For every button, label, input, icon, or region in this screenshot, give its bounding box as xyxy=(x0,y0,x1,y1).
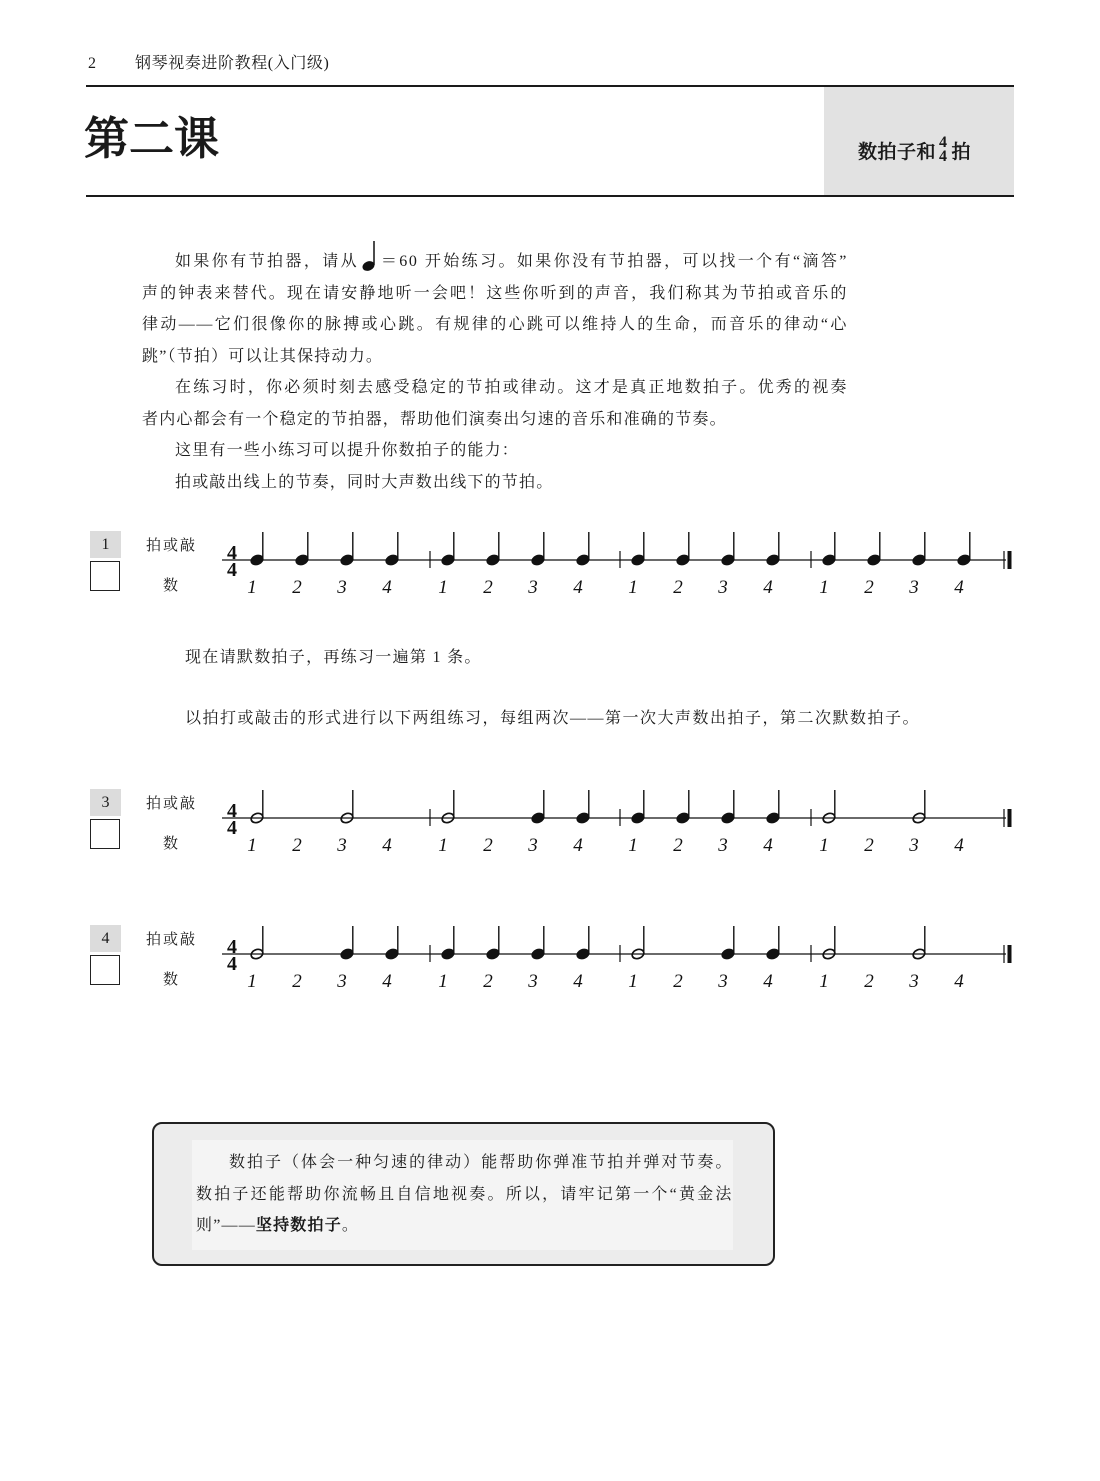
beat-count: 1 xyxy=(247,835,257,856)
quarter-note xyxy=(294,532,309,567)
time-signature-bottom: 4 xyxy=(227,559,237,581)
beat-count: 3 xyxy=(718,971,728,992)
beat-count: 4 xyxy=(954,577,964,598)
half-note xyxy=(441,790,455,824)
beat-count: 1 xyxy=(247,577,257,598)
beat-count: 1 xyxy=(628,577,638,598)
quarter-note xyxy=(339,532,354,567)
beat-count: 1 xyxy=(438,577,448,598)
beat-count: 2 xyxy=(864,577,874,598)
time-signature-bottom: 4 xyxy=(227,817,237,839)
beat-count: 1 xyxy=(438,971,448,992)
beat-count: 1 xyxy=(819,577,829,598)
half-note xyxy=(912,790,926,824)
quarter-note xyxy=(485,926,500,961)
intro-line: 律动——它们很像你的脉搏或心跳。有规律的心跳可以维持人的生命，而音乐的律动“心 xyxy=(142,316,848,333)
rhythm-staff xyxy=(0,778,1100,860)
intro-line: 拍或敲出线上的节奏，同时大声数出线下的节拍。 xyxy=(175,473,554,491)
beat-count: 3 xyxy=(337,971,347,992)
exercise-number: 1 xyxy=(90,531,121,558)
quarter-note xyxy=(630,532,645,567)
beat-count: 2 xyxy=(483,577,493,598)
beat-count: 4 xyxy=(382,971,392,992)
half-note xyxy=(822,926,836,960)
beat-count: 2 xyxy=(673,971,683,992)
callout-line: 数拍子（体会一种匀速的律动）能帮助你弹准节拍并弹对节奏。 xyxy=(229,1154,733,1171)
beat-count: 3 xyxy=(909,971,919,992)
time-signature-top: 4 xyxy=(227,800,237,822)
quarter-note xyxy=(866,532,881,567)
golden-rule-callout xyxy=(152,1122,775,1266)
beat-count: 4 xyxy=(573,577,583,598)
beat-count: 1 xyxy=(819,835,829,856)
topic-time-signature xyxy=(939,136,948,164)
time-signature-top: 4 xyxy=(227,936,237,958)
quarter-note xyxy=(575,790,590,825)
quarter-note xyxy=(720,532,735,567)
title-rule xyxy=(86,195,1014,197)
intro-text-block xyxy=(142,246,848,498)
intro-text: 如果你有节拍器，请从 xyxy=(175,253,360,270)
beat-count: 2 xyxy=(864,971,874,992)
half-note xyxy=(631,926,645,960)
lesson-title: 第二课 xyxy=(84,114,220,164)
intro-line: 跳”（节拍）可以让其保持动力。 xyxy=(142,347,384,365)
beat-count: 3 xyxy=(718,835,728,856)
beat-count: 1 xyxy=(438,835,448,856)
beat-count: 1 xyxy=(247,971,257,992)
half-note xyxy=(912,926,926,960)
half-note xyxy=(250,926,264,960)
beat-count: 3 xyxy=(909,577,919,598)
exercise-4 xyxy=(0,914,1100,996)
quarter-note-icon xyxy=(362,252,376,266)
beat-count: 2 xyxy=(673,577,683,598)
intro-line: 者内心都会有一个稳定的节拍器，帮助他们演奏出匀速的音乐和准确的节奏。 xyxy=(142,410,727,428)
intro-line: 声的钟表来替代。现在请安静地听一会吧！这些你听到的声音，我们称其为节拍或音乐的 xyxy=(142,284,848,302)
instruction-text: 以拍打或敲击的形式进行以下两组练习，每组两次——第一次大声数出拍子，第二次默数拍子。 xyxy=(185,710,921,727)
beat-count: 4 xyxy=(573,971,583,992)
quarter-note xyxy=(956,532,971,567)
quarter-note xyxy=(765,532,780,567)
callout-text-segment: 则”—— xyxy=(196,1217,256,1234)
rhythm-label: 拍或敲 xyxy=(146,538,198,554)
time-signature-bottom: 4 xyxy=(227,953,237,975)
final-barline-thick xyxy=(1008,809,1012,827)
intro-line xyxy=(175,246,848,278)
rhythm-staff xyxy=(0,914,1100,996)
beat-count: 3 xyxy=(909,835,919,856)
quarter-note xyxy=(530,926,545,961)
beat-count: 3 xyxy=(718,577,728,598)
quarter-note xyxy=(675,790,690,825)
final-barline-thick xyxy=(1008,551,1012,569)
exercise-number: 4 xyxy=(90,925,121,952)
beat-count: 3 xyxy=(528,835,538,856)
tempo-text: ＝60 开始练习。如果你没有节拍器，可以找一个有“滴答” xyxy=(380,253,848,270)
beat-count: 3 xyxy=(337,835,347,856)
beat-count: 4 xyxy=(763,835,773,856)
quarter-note xyxy=(911,532,926,567)
beat-count: 2 xyxy=(483,971,493,992)
page-number: 2 xyxy=(88,55,96,72)
beat-count: 2 xyxy=(864,835,874,856)
rhythm-label: 拍或敲 xyxy=(146,796,198,812)
rhythm-staff xyxy=(0,520,1100,602)
beat-count: 4 xyxy=(954,835,964,856)
quarter-note-glyph xyxy=(362,240,376,272)
beat-count: 1 xyxy=(628,971,638,992)
beat-count: 1 xyxy=(819,971,829,992)
exercise-3 xyxy=(0,778,1100,860)
quarter-note xyxy=(575,532,590,567)
beat-count: 4 xyxy=(954,971,964,992)
beat-count: 2 xyxy=(292,971,302,992)
quarter-note xyxy=(675,532,690,567)
quarter-note xyxy=(485,532,500,567)
rhythm-label: 拍或敲 xyxy=(146,932,198,948)
quarter-note xyxy=(821,532,836,567)
beat-count: 4 xyxy=(573,835,583,856)
half-note xyxy=(822,790,836,824)
callout-line xyxy=(196,1210,733,1242)
topic-text: 数拍子和 xyxy=(858,141,937,163)
beat-count: 3 xyxy=(528,577,538,598)
exercise-number: 3 xyxy=(90,789,121,816)
beat-count: 3 xyxy=(337,577,347,598)
quarter-note xyxy=(720,790,735,825)
quarter-note xyxy=(765,790,780,825)
book-title: 钢琴视奏进阶教程(入门级) xyxy=(135,55,330,72)
quarter-note xyxy=(530,532,545,567)
quarter-note xyxy=(530,790,545,825)
count-label: 数 xyxy=(163,972,179,988)
instruction-text: 现在请默数拍子，再练习一遍第 1 条。 xyxy=(185,649,482,666)
callout-line: 数拍子还能帮助你流畅且自信地视奏。所以，请牢记第一个“黄金法 xyxy=(196,1185,733,1203)
quarter-note xyxy=(630,790,645,825)
beat-count: 4 xyxy=(763,577,773,598)
beat-count: 4 xyxy=(382,577,392,598)
intro-line: 在练习时，你必须时刻去感受稳定的节拍或律动。这才是真正地数拍子。优秀的视奏 xyxy=(175,379,848,396)
lesson-topic xyxy=(858,134,971,166)
quarter-note xyxy=(249,532,264,567)
beat-count: 2 xyxy=(483,835,493,856)
count-label: 数 xyxy=(163,836,179,852)
callout-text-segment: 。 xyxy=(341,1217,360,1234)
half-note xyxy=(340,790,354,824)
beat-count: 2 xyxy=(673,835,683,856)
beat-count: 3 xyxy=(528,971,538,992)
intro-line: 这里有一些小练习可以提升你数拍子的能力： xyxy=(175,442,520,459)
time-signature-top: 4 xyxy=(227,542,237,564)
quarter-note xyxy=(384,532,399,567)
quarter-note xyxy=(575,926,590,961)
quarter-note xyxy=(440,926,455,961)
beat-count: 1 xyxy=(628,835,638,856)
quarter-note xyxy=(339,926,354,961)
golden-rule-emphasis: 坚持数拍子 xyxy=(255,1217,342,1234)
final-barline-thick xyxy=(1008,945,1012,963)
beat-count: 2 xyxy=(292,835,302,856)
topic-time-signature-top: 4 xyxy=(939,134,948,151)
quarter-note xyxy=(440,532,455,567)
beat-count: 4 xyxy=(763,971,773,992)
quarter-note xyxy=(384,926,399,961)
half-note xyxy=(250,790,264,824)
beat-count: 4 xyxy=(382,835,392,856)
beat-count: 2 xyxy=(292,577,302,598)
count-label: 数 xyxy=(163,578,179,594)
topic-text-suffix: 拍 xyxy=(951,141,972,163)
quarter-note xyxy=(720,926,735,961)
callout-text xyxy=(196,1147,733,1242)
quarter-note xyxy=(765,926,780,961)
exercise-1 xyxy=(0,520,1100,602)
lesson-topic-box xyxy=(824,87,1014,195)
topic-time-signature-bottom: 4 xyxy=(939,148,948,165)
